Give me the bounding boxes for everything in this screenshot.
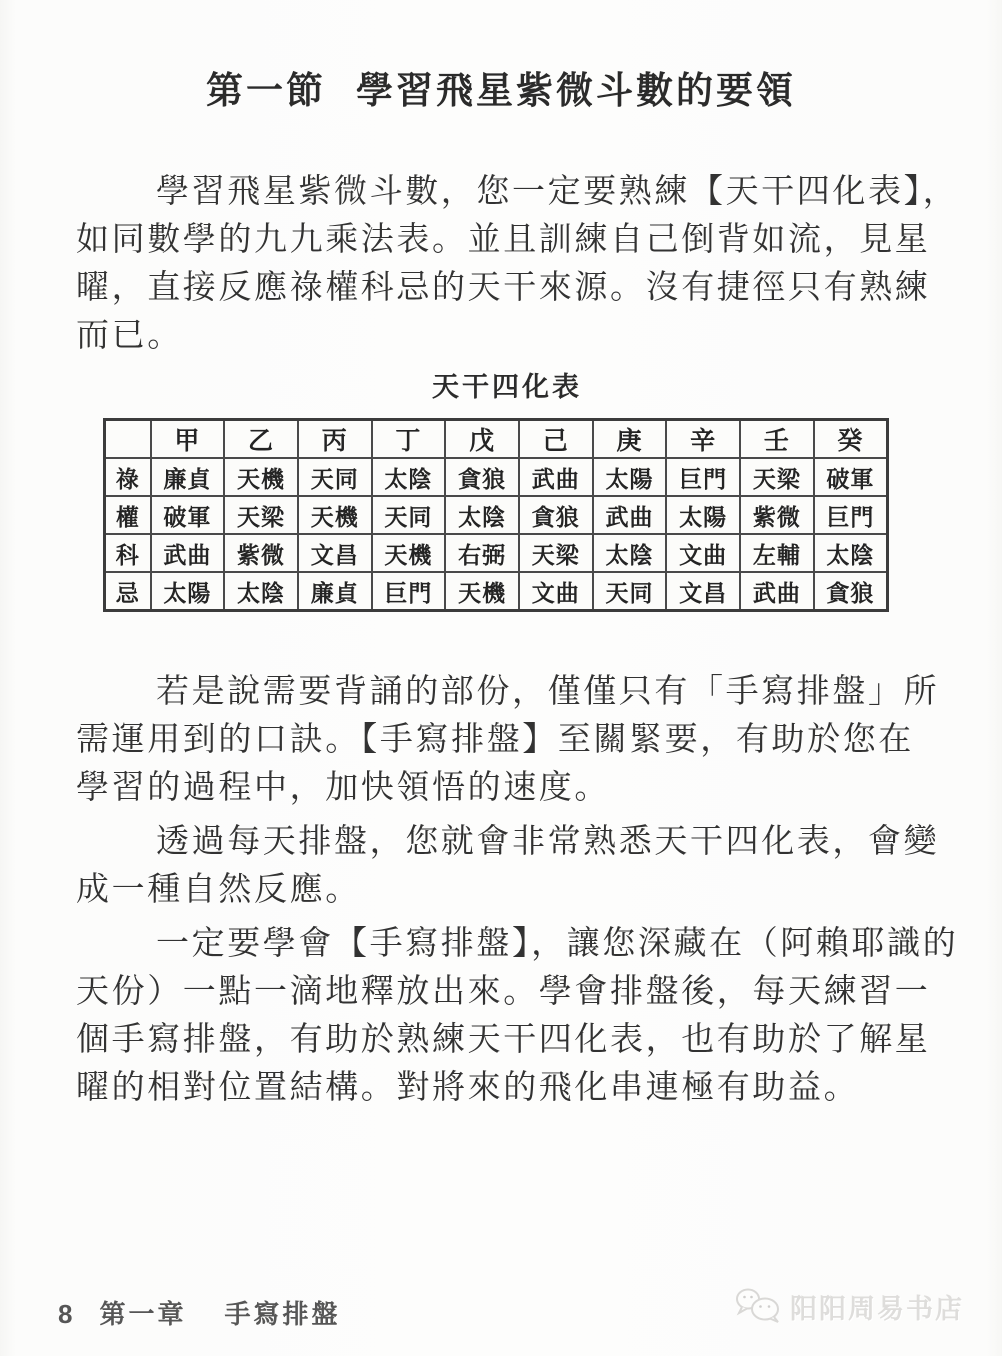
table-cell: 太陰 bbox=[224, 572, 298, 611]
section-title: 學習飛星紫微斗數的要領 bbox=[356, 71, 796, 112]
text-line: 曜，直接反應祿權科忌的天干來源。沒有捷徑只有熟練 bbox=[76, 270, 931, 306]
row-label: 忌 bbox=[105, 572, 151, 611]
table-cell: 左輔 bbox=[740, 534, 814, 572]
footer-section: 手寫排盤 bbox=[224, 1300, 341, 1329]
text-line: 成一種自然反應。 bbox=[76, 872, 361, 908]
table-cell: 紫微 bbox=[224, 534, 298, 572]
row-label: 祿 bbox=[105, 458, 151, 496]
table-cell: 巨門 bbox=[372, 572, 446, 611]
stem-header: 己 bbox=[519, 420, 593, 459]
table-cell: 天機 bbox=[372, 534, 446, 572]
table-corner-cell bbox=[105, 420, 151, 459]
table-cell: 天同 bbox=[372, 496, 446, 534]
table-cell: 太陽 bbox=[593, 458, 667, 496]
table-title: 天干四化表 bbox=[432, 372, 582, 402]
table-cell: 文昌 bbox=[298, 534, 372, 572]
text-column bbox=[76, 168, 959, 1112]
table-row-ke bbox=[105, 534, 888, 572]
table-cell: 破軍 bbox=[814, 458, 888, 496]
watermark-text: 阳阳周易书店 bbox=[790, 1293, 964, 1324]
wechat-icon bbox=[734, 1286, 782, 1326]
table-cell: 文曲 bbox=[519, 572, 593, 611]
table-cell: 文昌 bbox=[666, 572, 740, 611]
table-cell: 天機 bbox=[298, 496, 372, 534]
page-footer bbox=[58, 1294, 341, 1331]
text-line: 透過每天排盤，您就會非常熟悉天干四化表，會變 bbox=[156, 824, 940, 860]
table-cell: 貪狼 bbox=[519, 496, 593, 534]
table-cell: 太陰 bbox=[814, 534, 888, 572]
stem-header: 乙 bbox=[224, 420, 298, 459]
section-number: 第一節 bbox=[206, 71, 326, 112]
table-cell: 貪狼 bbox=[445, 458, 519, 496]
text-line: 學習飛星紫微斗數，您一定要熟練【天干四化表】， bbox=[156, 174, 959, 210]
stem-header: 辛 bbox=[666, 420, 740, 459]
table-cell: 武曲 bbox=[740, 572, 814, 611]
text-line: 一定要學會【手寫排盤】，讓您深藏在（阿賴耶識的 bbox=[156, 926, 959, 962]
table-cell: 天機 bbox=[224, 458, 298, 496]
table-row-quan bbox=[105, 496, 888, 534]
table-cell: 太陰 bbox=[593, 534, 667, 572]
tiangan-sihua-table bbox=[103, 418, 889, 612]
text-line: 學習的過程中，加快領悟的速度。 bbox=[76, 770, 610, 806]
table-cell: 太陽 bbox=[151, 572, 225, 611]
text-line: 而已。 bbox=[76, 318, 183, 354]
table-cell: 天梁 bbox=[740, 458, 814, 496]
table-cell: 紫微 bbox=[740, 496, 814, 534]
paragraph-2 bbox=[76, 668, 938, 812]
table-cell: 天同 bbox=[593, 572, 667, 611]
row-label: 權 bbox=[105, 496, 151, 534]
page-number: 8 bbox=[58, 1299, 76, 1329]
bookstore-watermark bbox=[734, 1286, 964, 1326]
paragraph-4 bbox=[76, 920, 959, 1112]
text-line: 若是說需要背誦的部份，僅僅只有「手寫排盤」所 bbox=[156, 674, 940, 710]
table-cell: 武曲 bbox=[151, 534, 225, 572]
table-cell: 貪狼 bbox=[814, 572, 888, 611]
table-cell: 破軍 bbox=[151, 496, 225, 534]
stem-header: 戊 bbox=[445, 420, 519, 459]
table-cell: 文曲 bbox=[666, 534, 740, 572]
paragraph-3 bbox=[76, 818, 938, 914]
stem-header: 癸 bbox=[814, 420, 888, 459]
paragraph-1 bbox=[76, 168, 959, 360]
stem-header: 壬 bbox=[740, 420, 814, 459]
stem-header: 丙 bbox=[298, 420, 372, 459]
table-cell: 太陰 bbox=[445, 496, 519, 534]
row-label: 科 bbox=[105, 534, 151, 572]
text-line: 天份）一點一滴地釋放出來。學會排盤後，每天練習一 bbox=[76, 974, 931, 1010]
table-cell: 天機 bbox=[445, 572, 519, 611]
footer-chapter: 第一章 bbox=[99, 1300, 187, 1329]
stem-header: 甲 bbox=[151, 420, 225, 459]
table-cell: 巨門 bbox=[666, 458, 740, 496]
table-cell: 武曲 bbox=[519, 458, 593, 496]
table-cell: 天梁 bbox=[224, 496, 298, 534]
stem-header: 丁 bbox=[372, 420, 446, 459]
table-row-ji bbox=[105, 572, 888, 611]
table-row-lu bbox=[105, 458, 888, 496]
table-cell: 天梁 bbox=[519, 534, 593, 572]
table-cell: 太陽 bbox=[666, 496, 740, 534]
table-cell: 天同 bbox=[298, 458, 372, 496]
table-cell: 右弼 bbox=[445, 534, 519, 572]
text-line: 曜的相對位置結構。對將來的飛化串連極有助益。 bbox=[76, 1070, 860, 1106]
text-line: 需運用到的口訣。【手寫排盤】至關緊要，有助於您在 bbox=[76, 722, 914, 758]
table-cell: 巨門 bbox=[814, 496, 888, 534]
stem-header: 庚 bbox=[593, 420, 667, 459]
table-cell: 廉貞 bbox=[151, 458, 225, 496]
text-line: 如同數學的九九乘法表。並且訓練自己倒背如流，見星 bbox=[76, 222, 931, 258]
table-cell: 太陰 bbox=[372, 458, 446, 496]
table-cell: 武曲 bbox=[593, 496, 667, 534]
table-cell: 廉貞 bbox=[298, 572, 372, 611]
text-line: 個手寫排盤，有助於熟練天干四化表，也有助於了解星 bbox=[76, 1022, 931, 1058]
page-title bbox=[0, 60, 1002, 114]
table-header-row bbox=[105, 420, 888, 459]
